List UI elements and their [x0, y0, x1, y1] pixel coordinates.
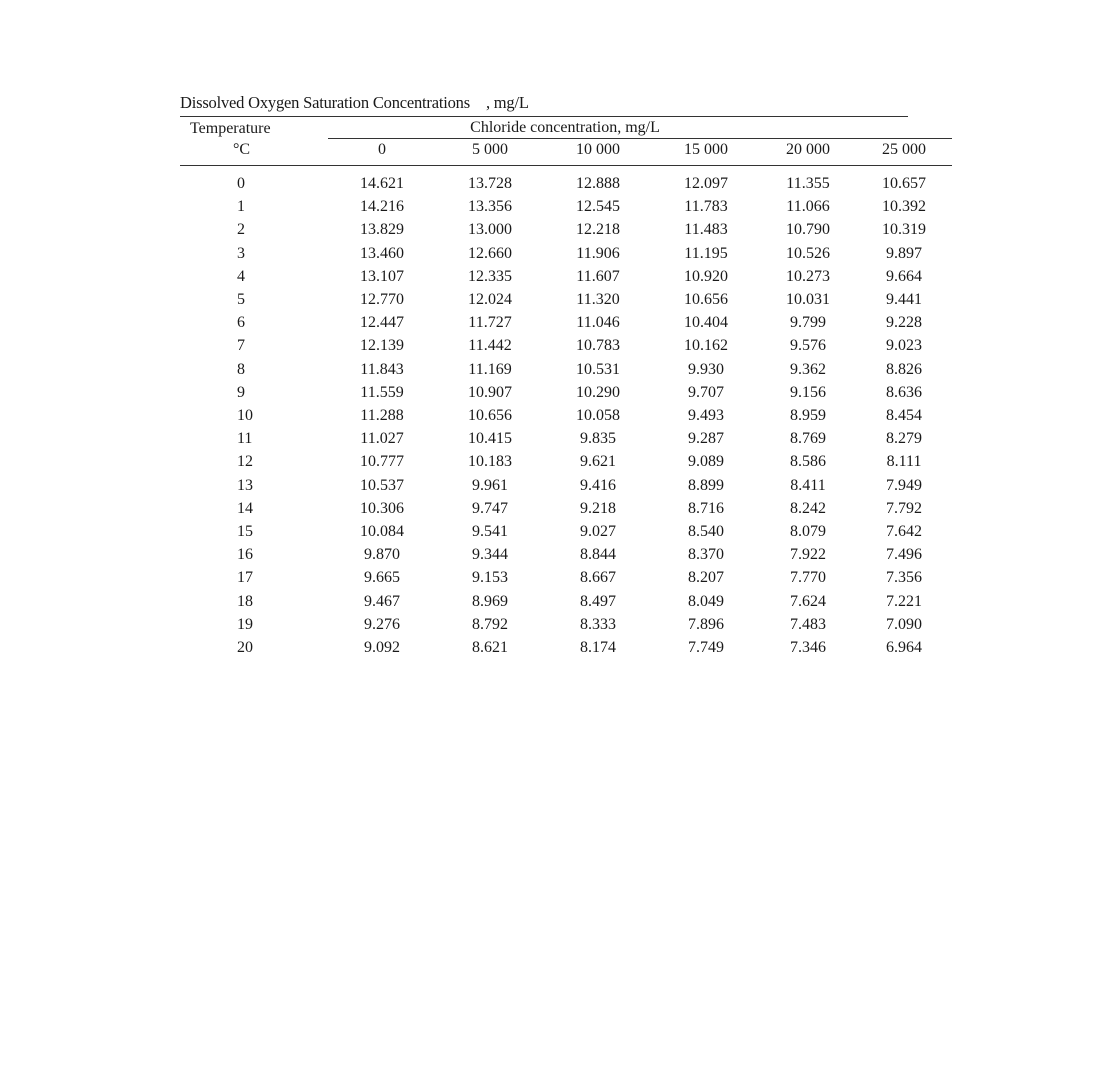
table-row — [180, 497, 952, 520]
value-cell: 12.660 — [468, 244, 512, 262]
temperature-cell: 6 — [237, 314, 245, 332]
value-cell: 7.090 — [886, 615, 923, 633]
value-cell: 12.770 — [360, 291, 404, 309]
value-cell: 6.964 — [886, 639, 923, 657]
temperature-cell: 16 — [237, 546, 253, 564]
value-cell: 8.636 — [886, 383, 923, 401]
value-cell: 11.783 — [684, 198, 728, 216]
temperature-cell: 5 — [237, 291, 245, 309]
table-row — [180, 404, 952, 427]
value-cell: 11.607 — [576, 267, 620, 285]
table-title — [180, 92, 908, 114]
value-cell: 7.949 — [886, 476, 923, 494]
value-cell: 7.346 — [790, 639, 826, 657]
column-header: 20 000 — [786, 141, 830, 158]
oxygen-saturation-table — [180, 117, 952, 659]
value-cell: 7.922 — [790, 546, 826, 564]
value-cell: 9.799 — [790, 314, 826, 332]
temperature-cell: 19 — [237, 615, 253, 633]
value-cell: 11.355 — [786, 175, 830, 192]
value-cell: 9.576 — [790, 337, 826, 355]
value-cell: 10.415 — [468, 430, 512, 448]
table-row — [180, 566, 952, 589]
value-cell: 9.665 — [364, 569, 400, 587]
value-cell: 10.162 — [684, 337, 728, 355]
value-cell: 9.228 — [886, 314, 923, 332]
value-cell: 10.306 — [360, 499, 404, 517]
table-row — [180, 427, 952, 450]
value-cell: 9.092 — [364, 639, 400, 657]
value-cell: 8.370 — [688, 546, 724, 564]
table-row — [180, 590, 952, 613]
value-cell: 8.242 — [790, 499, 826, 517]
value-cell: 10.531 — [576, 360, 620, 378]
value-cell: 9.218 — [580, 499, 616, 517]
value-cell: 12.335 — [468, 267, 512, 285]
value-cell: 11.442 — [468, 337, 512, 355]
value-cell: 9.344 — [472, 546, 508, 564]
value-cell: 12.545 — [576, 198, 620, 216]
value-cell: 13.829 — [360, 221, 404, 239]
table-row — [180, 195, 952, 218]
value-cell: 10.058 — [576, 407, 620, 425]
value-cell: 7.356 — [886, 569, 923, 587]
value-cell: 8.207 — [688, 569, 724, 587]
value-cell: 12.888 — [576, 175, 620, 192]
table-row — [180, 172, 952, 195]
value-cell: 10.526 — [786, 244, 830, 262]
temperature-cell: 3 — [237, 244, 245, 262]
temperature-cell: 20 — [237, 639, 253, 657]
table-row — [180, 265, 952, 288]
table-row — [180, 520, 952, 543]
value-cell: 9.441 — [886, 291, 923, 309]
value-cell: 13.356 — [468, 198, 512, 216]
value-cell: 11.027 — [360, 430, 404, 448]
temperature-cell: 1 — [237, 198, 245, 216]
chloride-header: Chloride concentration, mg/L — [470, 119, 660, 136]
value-cell: 11.559 — [360, 383, 404, 401]
value-cell: 10.657 — [882, 175, 927, 192]
column-header: 10 000 — [576, 141, 620, 158]
title-unit: , mg/L — [485, 93, 529, 112]
value-cell: 8.540 — [688, 523, 724, 541]
temperature-cell: 17 — [237, 569, 253, 587]
value-cell: 11.483 — [684, 221, 728, 239]
table-row — [180, 311, 952, 334]
value-cell: 9.493 — [688, 407, 724, 425]
value-cell: 9.664 — [886, 267, 923, 285]
value-cell: 9.467 — [364, 592, 400, 610]
temperature-cell: 11 — [237, 430, 253, 448]
temperature-cell: 4 — [237, 267, 245, 285]
column-header: 25 000 — [882, 141, 927, 158]
value-cell: 10.777 — [360, 453, 404, 471]
value-cell: 11.046 — [576, 314, 620, 332]
value-cell: 11.195 — [684, 244, 728, 262]
value-cell: 8.969 — [472, 592, 508, 610]
value-cell: 9.541 — [472, 523, 508, 541]
value-cell: 7.221 — [886, 592, 923, 610]
table-body — [180, 172, 952, 659]
value-cell: 11.843 — [360, 360, 404, 378]
value-cell: 8.667 — [580, 569, 616, 587]
value-cell: 8.621 — [472, 639, 508, 657]
value-cell: 8.844 — [580, 546, 616, 564]
value-cell: 10.907 — [468, 383, 512, 401]
value-cell: 9.156 — [790, 383, 826, 401]
table-row — [180, 334, 952, 357]
value-cell: 14.216 — [360, 198, 404, 216]
value-cell: 9.897 — [886, 244, 923, 262]
value-cell: 8.111 — [886, 453, 922, 471]
value-cell: 8.792 — [472, 615, 508, 633]
value-cell: 9.416 — [580, 476, 616, 494]
value-cell: 7.496 — [886, 546, 923, 564]
value-cell: 13.728 — [468, 175, 512, 192]
value-cell: 9.930 — [688, 360, 724, 378]
value-cell: 13.460 — [360, 244, 404, 262]
value-cell: 7.770 — [790, 569, 826, 587]
value-cell: 10.084 — [360, 523, 404, 541]
value-cell: 8.174 — [580, 639, 616, 657]
document — [180, 92, 927, 659]
value-cell: 10.656 — [468, 407, 512, 425]
column-header: 0 — [378, 141, 386, 158]
temperature-cell: 8 — [237, 360, 245, 378]
value-cell: 11.727 — [468, 314, 512, 332]
value-cell: 9.089 — [688, 453, 724, 471]
value-cell: 11.066 — [786, 198, 830, 216]
value-cell: 9.961 — [472, 476, 508, 494]
temperature-cell: 10 — [237, 407, 253, 425]
table-row — [180, 613, 952, 636]
value-cell: 8.333 — [580, 615, 616, 633]
title-text: Dissolved Oxygen Saturation Concentrations — [180, 93, 470, 112]
value-cell: 10.920 — [684, 267, 728, 285]
table-row — [180, 218, 952, 241]
value-cell: 11.288 — [360, 407, 404, 425]
value-cell: 11.169 — [468, 360, 512, 378]
temperature-header: Temperature — [190, 119, 271, 137]
temperature-unit: °C — [233, 141, 251, 158]
value-cell: 10.656 — [684, 291, 728, 309]
temperature-cell: 2 — [237, 221, 245, 239]
temperature-cell: 12 — [237, 453, 253, 471]
value-cell: 8.079 — [790, 523, 826, 541]
value-cell: 9.747 — [472, 499, 508, 517]
value-cell: 8.899 — [688, 476, 724, 494]
value-cell: 9.835 — [580, 430, 616, 448]
temperature-cell: 15 — [237, 523, 253, 541]
value-cell: 7.642 — [886, 523, 923, 541]
value-cell: 7.896 — [688, 615, 724, 633]
value-cell: 9.153 — [472, 569, 508, 587]
value-cell: 9.362 — [790, 360, 826, 378]
value-cell: 7.792 — [886, 499, 923, 517]
table-row — [180, 543, 952, 566]
value-cell: 9.027 — [580, 523, 616, 541]
value-cell: 7.624 — [790, 592, 826, 610]
value-cell: 12.218 — [576, 221, 620, 239]
value-cell: 11.906 — [576, 244, 620, 262]
table-row — [180, 450, 952, 473]
temperature-cell: 13 — [237, 476, 253, 494]
temperature-cell: 7 — [237, 337, 245, 355]
value-cell: 12.097 — [684, 175, 728, 192]
value-cell: 8.454 — [886, 407, 923, 425]
table-row — [180, 358, 952, 381]
value-cell: 11.320 — [576, 291, 620, 309]
column-header: 15 000 — [684, 141, 728, 158]
value-cell: 9.287 — [688, 430, 724, 448]
value-cell: 10.273 — [786, 267, 830, 285]
value-cell: 8.049 — [688, 592, 724, 610]
table-row — [180, 636, 952, 659]
value-cell: 12.447 — [360, 314, 404, 332]
value-cell: 10.031 — [786, 291, 830, 309]
value-cell: 10.183 — [468, 453, 512, 471]
value-cell: 13.107 — [360, 267, 404, 285]
value-cell: 8.959 — [790, 407, 826, 425]
value-cell: 8.586 — [790, 453, 826, 471]
value-cell: 10.790 — [786, 221, 830, 239]
value-cell: 9.621 — [580, 453, 616, 471]
table-row — [180, 474, 952, 497]
value-cell: 8.279 — [886, 430, 923, 448]
value-cell: 8.411 — [790, 476, 826, 494]
value-cell: 12.139 — [360, 337, 404, 355]
value-cell: 8.497 — [580, 592, 616, 610]
value-cell: 10.319 — [882, 221, 927, 239]
value-cell: 9.023 — [886, 337, 923, 355]
value-cell: 10.392 — [882, 198, 927, 216]
value-cell: 7.483 — [790, 615, 826, 633]
value-cell: 14.621 — [360, 175, 404, 192]
value-cell: 12.024 — [468, 291, 512, 309]
table-row — [180, 288, 952, 311]
value-cell: 8.826 — [886, 360, 923, 378]
value-cell: 10.290 — [576, 383, 620, 401]
value-cell: 8.716 — [688, 499, 724, 517]
value-cell: 10.404 — [684, 314, 728, 332]
value-cell: 10.783 — [576, 337, 620, 355]
table-row — [180, 242, 952, 265]
temperature-cell: 9 — [237, 383, 245, 401]
temperature-cell: 0 — [237, 175, 245, 192]
temperature-cell: 14 — [237, 499, 253, 517]
value-cell: 10.537 — [360, 476, 404, 494]
value-cell: 9.707 — [688, 383, 724, 401]
value-cell: 9.870 — [364, 546, 400, 564]
value-cell: 13.000 — [468, 221, 512, 239]
value-cell: 9.276 — [364, 615, 400, 633]
value-cell: 8.769 — [790, 430, 826, 448]
table-row — [180, 381, 952, 404]
column-header: 5 000 — [472, 141, 508, 158]
value-cell: 7.749 — [688, 639, 724, 657]
temperature-cell: 18 — [237, 592, 253, 610]
